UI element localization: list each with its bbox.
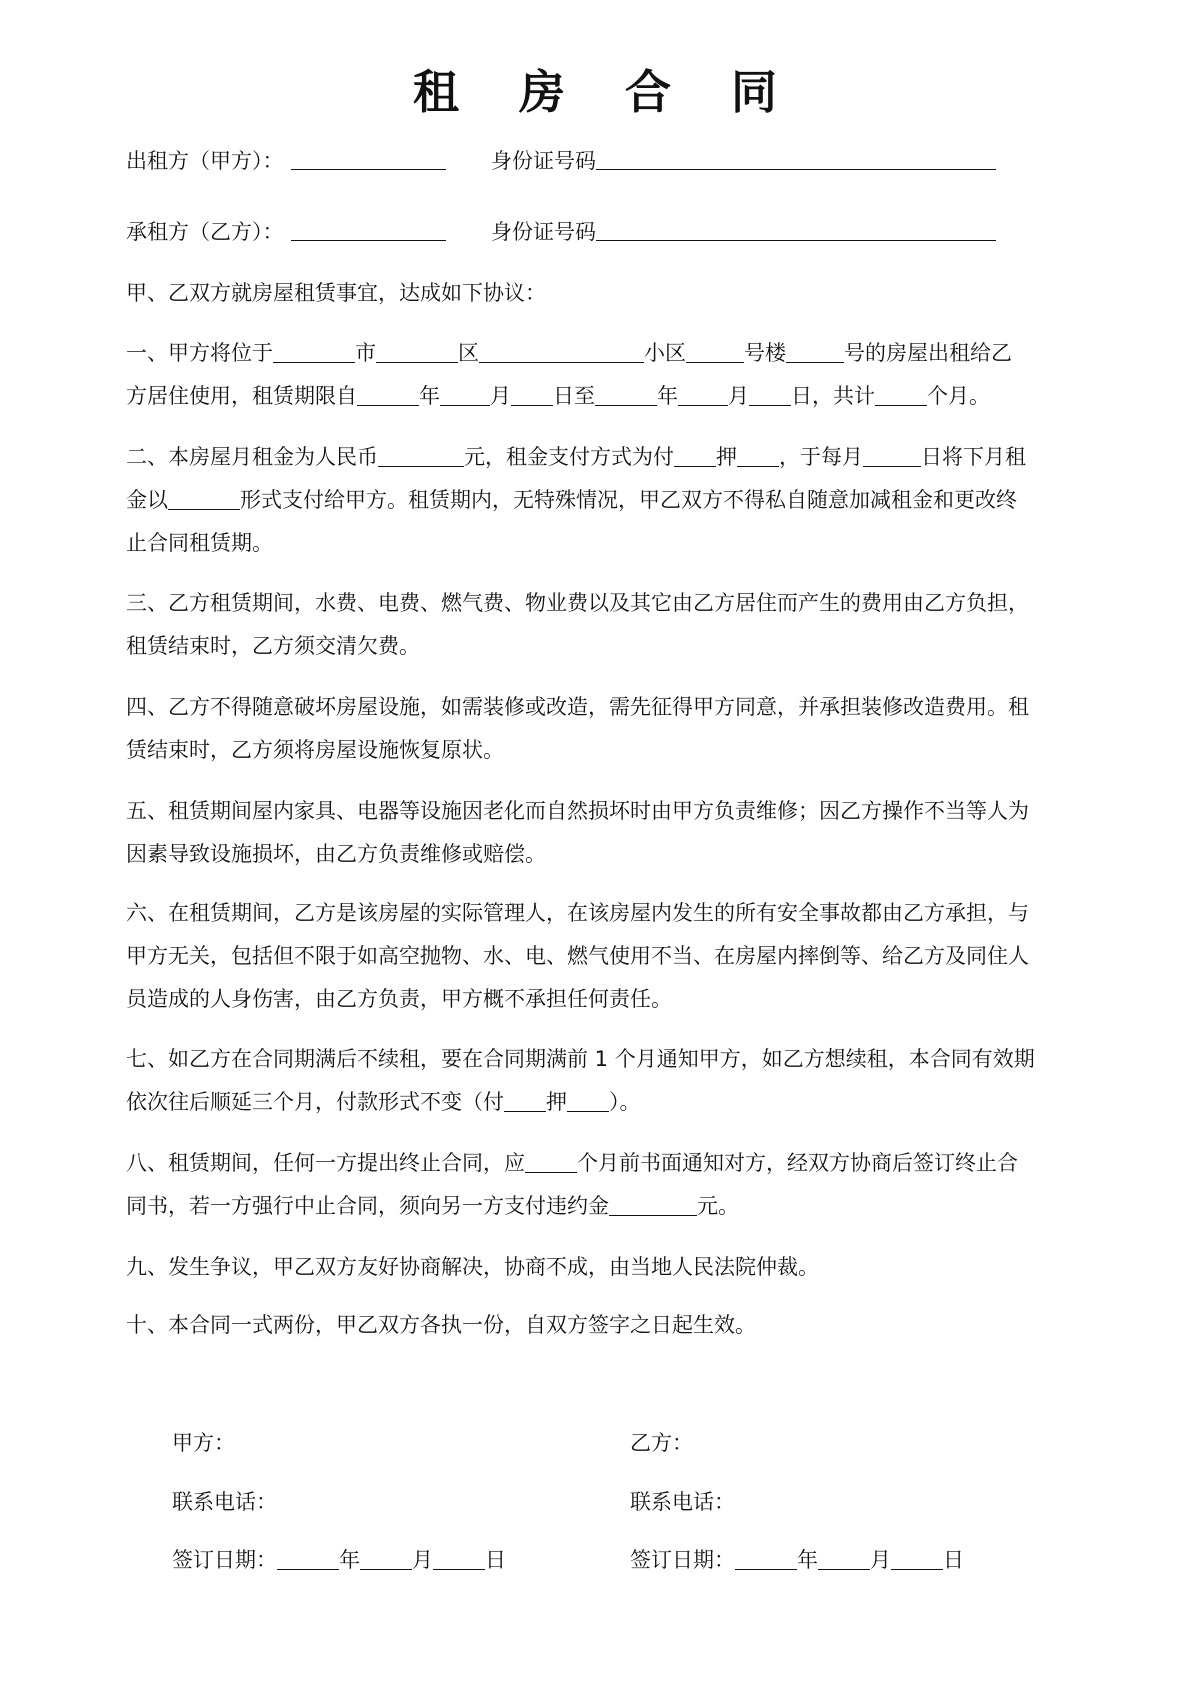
clause-5: 五、租赁期间屋内家具、电器等设施因老化而自然损坏时由甲方负责维修；因乙方操作不当等人为 因素导致设施损坏，由乙方负责维修或赔偿。 <box>126 799 1029 866</box>
clause-6: 六、在租赁期间，乙方是该房屋的实际管理人，在该房屋内发生的所有安全事故都由乙方承担，与 甲方无关，包括但不限于如高空抛物、水、电、燃气使用不当、在房屋内摔倒等、给乙方及同住人 员造成的人身伤害，由乙方负责，甲方概不承担任何责任。 <box>126 901 1029 1011</box>
start-day-blank[interactable] <box>511 383 553 406</box>
party-a-month-blank[interactable] <box>360 1547 412 1570</box>
clause-9: 九、发生争议，甲乙双方友好协商解决，协商不成，由当地人民法院仲裁。 <box>126 1255 819 1279</box>
clause-3: 三、乙方租赁期间，水费、电费、燃气费、物业费以及其它由乙方居住而产生的费用由乙方负担， 租赁结束时，乙方须交清欠费。 <box>126 591 1029 658</box>
clause-1: 一、甲方将位于 市 区 小区 号楼 号的房屋出租给乙 方居住使用，租赁期限自 年 月 日至 年 月 日，共计 个月。 <box>126 341 1012 408</box>
lessee-row <box>126 216 996 246</box>
community-blank[interactable] <box>479 340 644 363</box>
party-b-month-blank[interactable] <box>818 1547 870 1570</box>
party-b-phone-label: 联系电话： <box>630 1490 735 1514</box>
lessee-id-label: 身份证号码 <box>491 220 596 244</box>
party-a-phone-label: 联系电话： <box>172 1490 277 1514</box>
penalty-blank[interactable] <box>609 1193 697 1216</box>
lessee-name-blank[interactable] <box>291 216 446 241</box>
city-blank[interactable] <box>273 340 355 363</box>
start-month-blank[interactable] <box>440 383 490 406</box>
intro-text: 甲、乙双方就房屋租赁事宜，达成如下协议： <box>126 281 546 305</box>
pay-months-blank[interactable] <box>674 444 716 467</box>
rent-amount-blank[interactable] <box>378 444 464 467</box>
pay-day-blank[interactable] <box>863 444 921 467</box>
notice-months-blank[interactable] <box>525 1150 577 1173</box>
party-a-date: 签订日期： 年 月 日 <box>172 1548 506 1572</box>
lessee-id-blank[interactable] <box>596 216 996 241</box>
clause-7: 七、如乙方在合同期满后不续租，要在合同期满前 1 个月通知甲方，如乙方想续租，本合同有效期 依次往后顺延三个月，付款形式不变（付 押 ）。 <box>126 1047 1035 1114</box>
pay-method-blank[interactable] <box>168 487 240 510</box>
clause-8: 八、租赁期间，任何一方提出终止合同，应 个月前书面通知对方，经双方协商后签订终止合 同书，若一方强行中止合同，须向另一方支付违约金 元。 <box>126 1151 1018 1218</box>
lessor-id-blank[interactable] <box>596 145 996 170</box>
clause-10: 十、本合同一式两份，甲乙双方各执一份，自双方签字之日起生效。 <box>126 1313 756 1337</box>
start-year-blank[interactable] <box>357 383 419 406</box>
renew-deposit-blank[interactable] <box>567 1089 609 1112</box>
end-month-blank[interactable] <box>678 383 728 406</box>
party-a-year-blank[interactable] <box>277 1547 339 1570</box>
unit-blank[interactable] <box>786 340 844 363</box>
end-day-blank[interactable] <box>749 383 791 406</box>
clause-2: 二、本房屋月租金为人民币 元，租金支付方式为付 押 ，于每月 日将下月租 金以 形式支付给甲方。租赁期内，无特殊情况，甲乙双方不得私自随意加减租金和更改终 止合同租赁期。 <box>126 445 1026 555</box>
party-b-year-blank[interactable] <box>735 1547 797 1570</box>
lessor-label: 出租方（甲方）： <box>126 149 284 173</box>
lessor-id-label: 身份证号码 <box>491 149 596 173</box>
renew-pay-blank[interactable] <box>504 1089 546 1112</box>
end-year-blank[interactable] <box>595 383 657 406</box>
lessee-label: 承租方（乙方）： <box>126 220 284 244</box>
district-blank[interactable] <box>376 340 458 363</box>
party-a-signature-label: 甲方： <box>172 1431 235 1455</box>
deposit-months-blank[interactable] <box>737 444 779 467</box>
party-b-date: 签订日期： 年 月 日 <box>630 1548 964 1572</box>
lessor-row <box>126 145 996 175</box>
lessor-name-blank[interactable] <box>291 145 446 170</box>
page-title: 租 房 合 同 <box>412 65 800 119</box>
clause-4: 四、乙方不得随意破坏房屋设施，如需装修或改造，需先征得甲方同意，并承担装修改造费用。租 赁结束时，乙方须将房屋设施恢复原状。 <box>126 695 1029 762</box>
party-b-day-blank[interactable] <box>891 1547 943 1570</box>
total-months-blank[interactable] <box>875 383 927 406</box>
party-b-signature-label: 乙方： <box>630 1431 693 1455</box>
party-a-day-blank[interactable] <box>433 1547 485 1570</box>
building-blank[interactable] <box>686 340 744 363</box>
